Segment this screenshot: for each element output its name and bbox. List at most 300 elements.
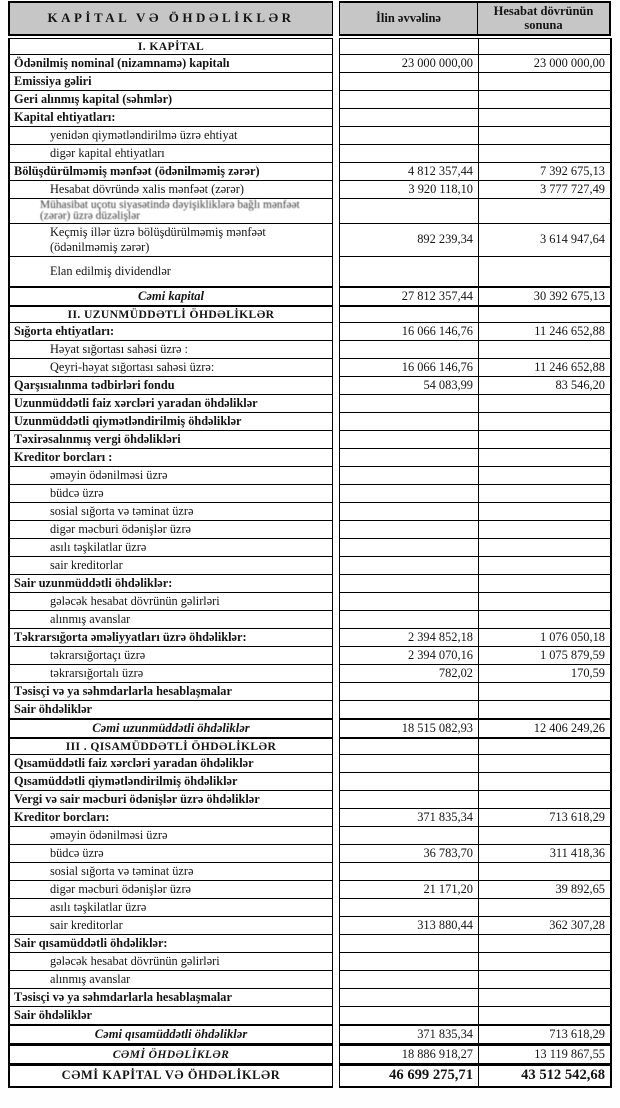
label-cell	[8, 126, 333, 145]
cell-value	[340, 942, 478, 944]
cell-value	[479, 98, 610, 100]
cell-value: 713 618,29	[549, 1026, 605, 1041]
value-cell-end-of-period	[479, 574, 612, 593]
cell-value: 83 546,20	[555, 377, 605, 392]
label-cell	[8, 1044, 333, 1065]
value-cell-end-of-period	[479, 844, 612, 863]
value-cell-beginning-of-year	[339, 592, 479, 611]
cell-value	[340, 780, 478, 782]
cell-value	[340, 210, 478, 212]
cell-value	[340, 564, 478, 566]
header-cell-beginning-of-year	[339, 1, 479, 36]
value-cell-end-of-period	[479, 718, 612, 739]
row-label: Cəmi qısamüddətli öhdəliklər	[94, 1026, 248, 1041]
cell-value: 21 171,20	[423, 881, 473, 896]
label-cell	[8, 646, 333, 665]
row-label: Hesabat dövründə xalis mənfəət (zərər)	[50, 181, 244, 196]
value-cell-beginning-of-year	[339, 538, 479, 557]
column-header-beginning-of-year: İlin əvvəlinə	[376, 10, 441, 25]
total-row	[8, 1044, 612, 1065]
value-cell-end-of-period	[479, 72, 612, 91]
row-label: yenidən qiymətləndirilmə üzrə ehtiyat	[50, 127, 238, 142]
row-label: Sair öhdəliklər	[14, 701, 93, 716]
value-cell-end-of-period	[479, 790, 612, 809]
cell-value	[340, 546, 478, 548]
row-label: əməyin ödənilməsi üzrə	[50, 827, 168, 842]
row-label: büdcə üzrə	[50, 485, 104, 500]
section-header-row	[8, 38, 612, 55]
value-cell-end-of-period	[479, 1024, 612, 1045]
row-label: sosial sığorta və təminat üzrə	[50, 863, 194, 878]
value-cell-beginning-of-year	[339, 574, 479, 593]
table-row	[8, 358, 612, 377]
table-title: KAPİTAL VƏ ÖHDƏLİKLƏR	[47, 10, 295, 26]
cell-value	[479, 960, 610, 962]
cell-value	[340, 98, 478, 100]
cell-value	[340, 600, 478, 602]
total-row	[8, 718, 612, 739]
row-label: CƏMİ KAPİTAL VƏ ÖHDƏLİKLƏR	[61, 1068, 281, 1083]
value-cell-beginning-of-year	[339, 646, 479, 665]
value-cell-beginning-of-year	[339, 256, 479, 287]
table-row	[8, 754, 612, 773]
row-label: II. UZUNMÜDDƏTLİ ÖHDƏLİKLƏR	[67, 307, 275, 321]
table-row	[8, 988, 612, 1007]
cell-value: 12 406 249,26	[533, 720, 605, 735]
value-cell-beginning-of-year	[339, 790, 479, 809]
cell-value	[479, 1014, 610, 1016]
cell-value	[479, 546, 610, 548]
value-cell-beginning-of-year	[339, 448, 479, 467]
cell-value	[479, 996, 610, 998]
cell-value: 782,02	[438, 665, 473, 680]
cell-value	[479, 762, 610, 764]
cell-value	[340, 996, 478, 998]
value-cell-beginning-of-year	[339, 988, 479, 1007]
table-row	[8, 223, 612, 257]
value-cell-end-of-period	[479, 162, 612, 181]
cell-value	[479, 745, 610, 747]
value-cell-beginning-of-year	[339, 54, 479, 73]
table-row	[8, 430, 612, 449]
table-row	[8, 916, 612, 935]
value-cell-end-of-period	[479, 466, 612, 485]
cell-value	[340, 492, 478, 494]
cell-value	[340, 456, 478, 458]
cell-value: 13 119 867,55	[534, 1046, 605, 1061]
table-row	[8, 72, 612, 91]
label-cell	[8, 376, 333, 395]
cell-value	[340, 134, 478, 136]
header-cell-end-of-period	[478, 1, 611, 36]
table-row	[8, 592, 612, 611]
cell-value	[479, 708, 610, 710]
cell-value	[479, 870, 610, 872]
row-label: digər kapital ehtiyatları	[50, 145, 165, 160]
cell-value	[340, 798, 478, 800]
value-cell-end-of-period	[479, 826, 612, 845]
cell-value: 3 614 947,64	[539, 232, 605, 247]
table-row	[8, 256, 612, 287]
value-cell-beginning-of-year	[339, 72, 479, 91]
cell-value: 11 246 652,88	[534, 323, 605, 338]
table-row	[8, 322, 612, 341]
value-cell-end-of-period	[479, 340, 612, 359]
label-cell	[8, 738, 333, 755]
value-cell-beginning-of-year	[339, 682, 479, 701]
cell-value: 18 886 918,27	[401, 1046, 473, 1061]
cell-value: 1 076 050,18	[539, 629, 605, 644]
cell-value	[340, 1014, 478, 1016]
value-cell-beginning-of-year	[339, 970, 479, 989]
cell-value: 54 083,99	[423, 377, 473, 392]
cell-value: 362 307,28	[549, 917, 605, 932]
value-cell-beginning-of-year	[339, 322, 479, 341]
value-cell-end-of-period	[479, 108, 612, 127]
cell-value	[340, 474, 478, 476]
cell-value	[340, 438, 478, 440]
cell-value	[340, 870, 478, 872]
value-cell-end-of-period	[479, 664, 612, 683]
value-cell-beginning-of-year	[339, 162, 479, 181]
cell-value	[340, 960, 478, 962]
row-label: Ödənilmiş nominal (nizamnamə) kapitalı	[14, 55, 230, 70]
cell-value	[479, 45, 610, 47]
table-row	[8, 1006, 612, 1025]
cell-value	[340, 116, 478, 118]
cell-value	[479, 270, 610, 272]
table-row	[8, 808, 612, 827]
cell-value	[340, 618, 478, 620]
cell-value	[479, 564, 610, 566]
cell-value: 36 783,70	[423, 845, 473, 860]
value-cell-end-of-period	[479, 916, 612, 935]
value-cell-end-of-period	[479, 772, 612, 791]
cell-value: 39 892,65	[555, 881, 605, 896]
cell-value	[479, 582, 610, 584]
cell-value	[340, 762, 478, 764]
label-cell	[8, 144, 333, 163]
value-cell-end-of-period	[479, 322, 612, 341]
label-cell	[8, 340, 333, 359]
row-label: təkrarsığortalı üzrə	[50, 665, 144, 680]
label-cell	[8, 1024, 333, 1045]
value-cell-end-of-period	[479, 1064, 612, 1088]
cell-value: 1 075 879,59	[539, 647, 605, 662]
row-label: Təsisçi və ya səhmdarlarla hesablaşmalar	[14, 989, 232, 1004]
row-label: Sair uzunmüddətli öhdəliklər:	[14, 575, 173, 590]
row-label: Sair öhdəliklər	[14, 1007, 93, 1022]
cell-value	[479, 420, 610, 422]
value-cell-beginning-of-year	[339, 808, 479, 827]
label-cell	[8, 880, 333, 899]
label-cell	[8, 256, 333, 287]
label-cell	[8, 628, 333, 647]
value-cell-beginning-of-year	[339, 1064, 479, 1088]
cell-value: 3 777 727,49	[539, 181, 605, 196]
cell-value	[340, 978, 478, 980]
cell-value	[479, 978, 610, 980]
label-cell	[8, 538, 333, 557]
value-cell-beginning-of-year	[339, 610, 479, 629]
label-cell	[8, 592, 333, 611]
cell-value	[340, 402, 478, 404]
total-row	[8, 1024, 612, 1045]
value-cell-end-of-period	[479, 223, 612, 257]
cell-value	[479, 600, 610, 602]
cell-value: 170,59	[570, 665, 605, 680]
value-cell-end-of-period	[479, 484, 612, 503]
value-cell-beginning-of-year	[339, 664, 479, 683]
label-cell	[8, 574, 333, 593]
value-cell-beginning-of-year	[339, 826, 479, 845]
label-cell	[8, 1064, 333, 1088]
row-label: sair kreditorlar	[50, 557, 123, 572]
label-cell	[8, 610, 333, 629]
row-label: CƏMİ ÖHDƏLİKLƏR	[112, 1047, 230, 1061]
row-label: Geri alınmış kapital (səhmlər)	[14, 91, 173, 106]
cell-value	[340, 348, 478, 350]
value-cell-end-of-period	[479, 448, 612, 467]
cell-value	[479, 780, 610, 782]
value-cell-beginning-of-year	[339, 38, 479, 55]
table-row	[8, 126, 612, 145]
cell-value	[340, 510, 478, 512]
row-label: büdcə üzrə	[50, 845, 104, 860]
table-row	[8, 54, 612, 73]
table-row	[8, 376, 612, 395]
cell-value	[479, 134, 610, 136]
value-cell-end-of-period	[479, 538, 612, 557]
value-cell-end-of-period	[479, 592, 612, 611]
table-row	[8, 628, 612, 647]
table-row	[8, 340, 612, 359]
table-header-row	[8, 1, 612, 36]
table-row	[8, 646, 612, 665]
column-header-end-of-period: Hesabat dövrünün sonuna	[493, 4, 594, 33]
label-cell	[8, 162, 333, 181]
row-label: Həyat sığortası sahəsi üzrə :	[50, 341, 188, 356]
cell-value: 7 392 675,13	[539, 163, 605, 178]
row-label: digər məcburi ödənişlər üzrə	[50, 881, 192, 896]
label-cell	[8, 556, 333, 575]
table-row	[8, 180, 612, 199]
cell-value: 46 699 275,71	[389, 1067, 473, 1084]
cell-value: 16 066 146,76	[401, 323, 473, 338]
cell-value: 371 835,34	[417, 1026, 473, 1041]
cell-value	[340, 708, 478, 710]
cell-value	[479, 690, 610, 692]
value-cell-end-of-period	[479, 646, 612, 665]
cell-value	[340, 745, 478, 747]
cell-value: 23 000 000,00	[401, 55, 473, 70]
value-cell-beginning-of-year	[339, 198, 479, 224]
cell-value	[479, 510, 610, 512]
row-label: Qısamüddətli faiz xərcləri yaradan öhdəliklər	[14, 755, 254, 770]
table-row	[8, 844, 612, 863]
cell-value	[340, 313, 478, 315]
cell-value: 23 000 000,00	[533, 55, 605, 70]
row-label: Bölüşdürülməmiş mənfəət (ödənilməmiş zərər)	[14, 163, 260, 178]
cell-value	[340, 528, 478, 530]
value-cell-beginning-of-year	[339, 1024, 479, 1045]
row-label: Qarşısıalınma tədbirləri fondu	[14, 377, 175, 392]
row-label: Qeyri-həyat sığortası sahəsi üzrə:	[50, 359, 215, 374]
value-cell-end-of-period	[479, 502, 612, 521]
section-header-row	[8, 738, 612, 755]
value-cell-beginning-of-year	[339, 934, 479, 953]
label-cell	[8, 322, 333, 341]
row-label: Kreditor borcları :	[14, 449, 113, 464]
cell-value: 713 618,29	[549, 809, 605, 824]
cell-value	[479, 152, 610, 154]
cell-value: 30 392 675,13	[533, 288, 605, 303]
value-cell-beginning-of-year	[339, 484, 479, 503]
table-row	[8, 610, 612, 629]
row-label: Kapital ehtiyatları:	[14, 109, 116, 124]
cell-value	[479, 474, 610, 476]
value-cell-beginning-of-year	[339, 376, 479, 395]
value-cell-end-of-period	[479, 738, 612, 755]
row-label: sair kreditorlar	[50, 917, 123, 932]
cell-value	[479, 80, 610, 82]
cell-value	[479, 116, 610, 118]
label-cell	[8, 394, 333, 413]
row-label: Təsisçi və ya səhmdarlarla hesablaşmalar	[14, 683, 232, 698]
table-row	[8, 538, 612, 557]
label-cell	[8, 54, 333, 73]
value-cell-beginning-of-year	[339, 738, 479, 755]
cell-value	[479, 798, 610, 800]
cell-value	[479, 313, 610, 315]
table-row	[8, 90, 612, 109]
label-cell	[8, 38, 333, 55]
row-label: Sair qısamüddətli öhdəliklər:	[14, 935, 168, 950]
table-row	[8, 394, 612, 413]
section-header-row	[8, 306, 612, 323]
cell-value: 3 920 118,10	[408, 181, 473, 196]
table-row	[8, 934, 612, 953]
row-label: alınmış avanslar	[50, 971, 131, 986]
value-cell-end-of-period	[479, 180, 612, 199]
cell-value	[340, 690, 478, 692]
table-row	[8, 700, 612, 719]
cell-value	[340, 834, 478, 836]
value-cell-end-of-period	[479, 144, 612, 163]
label-cell	[8, 180, 333, 199]
value-cell-beginning-of-year	[339, 772, 479, 791]
cell-value: 18 515 082,93	[401, 720, 473, 735]
value-cell-end-of-period	[479, 880, 612, 899]
row-label: asılı təşkilatlar üzrə	[50, 539, 147, 554]
row-label: Təxirəsalınmış vergi öhdəlikləri	[14, 431, 181, 446]
value-cell-end-of-period	[479, 1044, 612, 1065]
cell-value	[340, 582, 478, 584]
table-row	[8, 466, 612, 485]
value-cell-beginning-of-year	[339, 1044, 479, 1065]
cell-value	[479, 210, 610, 212]
label-cell	[8, 430, 333, 449]
label-cell	[8, 826, 333, 845]
value-cell-end-of-period	[479, 54, 612, 73]
row-label: sosial sığorta və təminat üzrə	[50, 503, 194, 518]
cell-value	[479, 456, 610, 458]
table-row	[8, 484, 612, 503]
row-label: I. KAPİTAL	[137, 39, 205, 53]
table-row	[8, 108, 612, 127]
value-cell-end-of-period	[479, 126, 612, 145]
value-cell-end-of-period	[479, 808, 612, 827]
value-cell-beginning-of-year	[339, 108, 479, 127]
label-cell	[8, 520, 333, 539]
label-cell	[8, 970, 333, 989]
value-cell-beginning-of-year	[339, 880, 479, 899]
value-cell-beginning-of-year	[339, 718, 479, 739]
cell-value	[479, 618, 610, 620]
label-cell	[8, 466, 333, 485]
value-cell-beginning-of-year	[339, 628, 479, 647]
cell-value	[340, 270, 478, 272]
label-cell	[8, 306, 333, 323]
value-cell-end-of-period	[479, 988, 612, 1007]
label-cell	[8, 898, 333, 917]
cell-value: 43 512 542,68	[521, 1067, 605, 1084]
row-label: Emissiya gəliri	[14, 73, 92, 88]
cell-value	[340, 906, 478, 908]
value-cell-end-of-period	[479, 394, 612, 413]
value-cell-beginning-of-year	[339, 952, 479, 971]
value-cell-end-of-period	[479, 198, 612, 224]
table-row	[8, 664, 612, 683]
total-row	[8, 286, 612, 307]
cell-value: 311 418,36	[549, 845, 605, 860]
value-cell-beginning-of-year	[339, 223, 479, 257]
label-cell	[8, 682, 333, 701]
label-cell	[8, 72, 333, 91]
row-label: gələcək hesabat dövrünün gəlirləri	[50, 953, 220, 968]
value-cell-beginning-of-year	[339, 556, 479, 575]
table-row	[8, 862, 612, 881]
cell-value	[479, 834, 610, 836]
value-cell-end-of-period	[479, 1006, 612, 1025]
table-row	[8, 144, 612, 163]
value-cell-end-of-period	[479, 952, 612, 971]
table-row	[8, 448, 612, 467]
table-row	[8, 970, 612, 989]
cell-value	[479, 348, 610, 350]
label-cell	[8, 700, 333, 719]
value-cell-end-of-period	[479, 862, 612, 881]
label-cell	[8, 754, 333, 773]
label-cell	[8, 108, 333, 127]
value-cell-beginning-of-year	[339, 180, 479, 199]
row-label: əməyin ödənilməsi üzrə	[50, 467, 168, 482]
value-cell-end-of-period	[479, 754, 612, 773]
cell-value: 27 812 357,44	[401, 288, 473, 303]
row-label: Cəmi uzunmüddətli öhdəliklər	[92, 720, 250, 735]
value-cell-end-of-period	[479, 90, 612, 109]
cell-value: 313 880,44	[417, 917, 473, 932]
table-row	[8, 826, 612, 845]
value-cell-end-of-period	[479, 610, 612, 629]
row-label: Keçmiş illər üzrə bölüşdürülməmiş mənfəət (ödənilməmiş zərər)	[50, 225, 266, 254]
cell-value	[340, 152, 478, 154]
value-cell-beginning-of-year	[339, 412, 479, 431]
cell-value: 2 394 852,18	[407, 629, 473, 644]
label-cell	[8, 223, 333, 257]
row-label: Uzunmüddətli qiymətləndirilmiş öhdəliklər	[14, 413, 242, 428]
table-row	[8, 880, 612, 899]
